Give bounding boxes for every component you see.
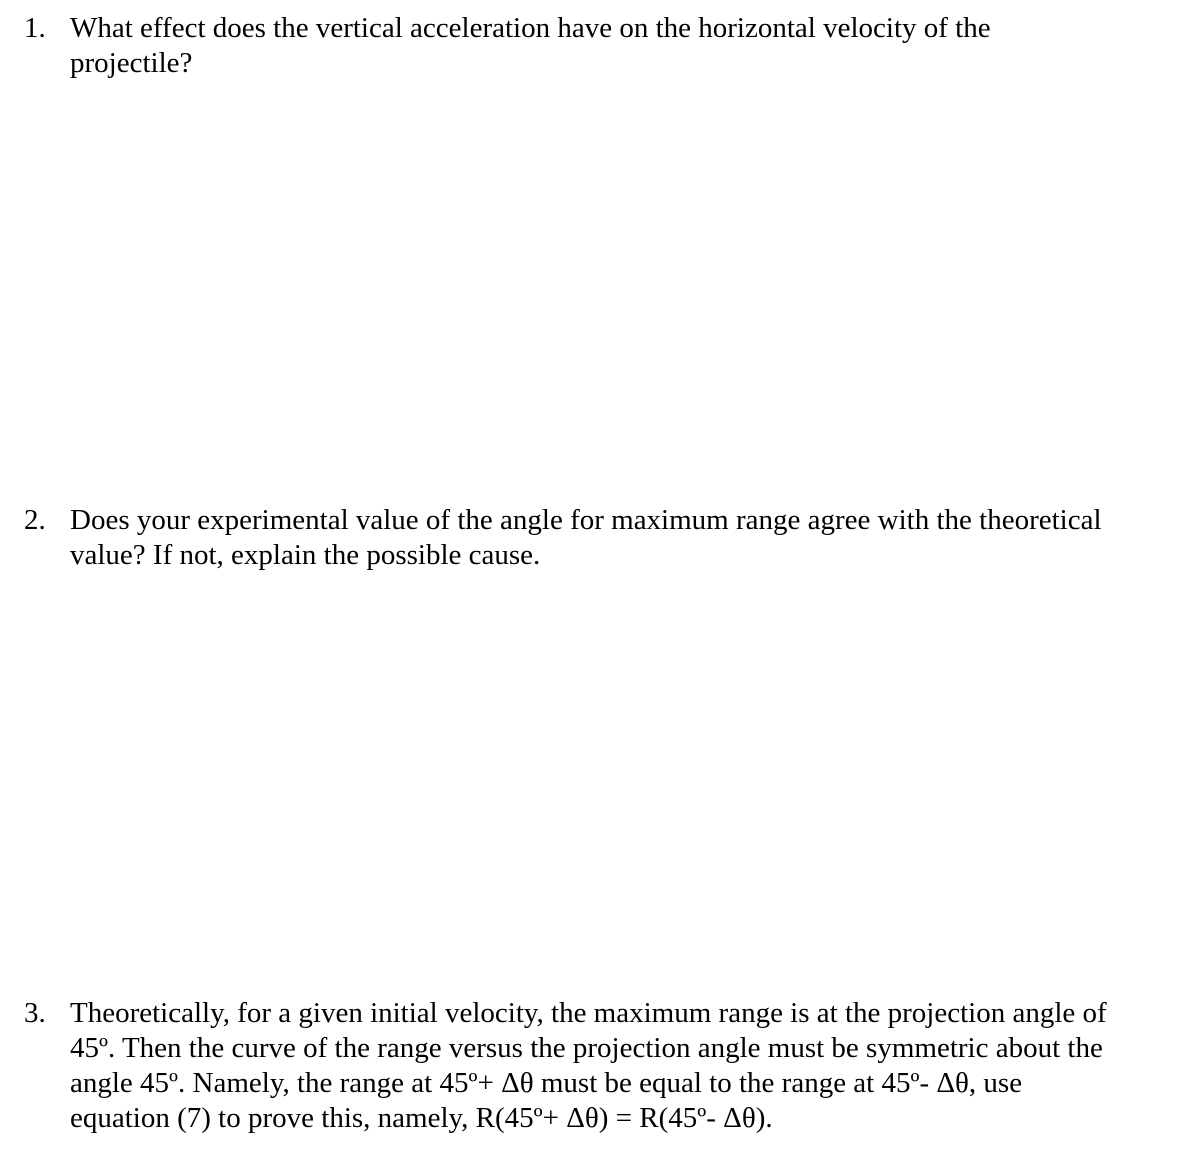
question-text-line: Does your experimental value of the angle for maximum range agree with the theoretical <box>70 504 1102 536</box>
question-2 <box>24 503 1174 573</box>
question-text-line: 45º. Then the curve of the range versus the projection angle must be symmetric about the <box>70 1032 1103 1064</box>
question-text-line: What effect does the vertical acceleration have on the horizontal velocity of the <box>70 12 991 44</box>
question-text <box>70 11 1174 81</box>
question-3 <box>24 996 1174 1136</box>
question-text-line: value? If not, explain the possible cause. <box>70 539 541 571</box>
question-text-line: Theoretically, for a given initial velocity, the maximum range is at the projection angle of <box>70 997 1107 1029</box>
question-text-line: angle 45º. Namely, the range at 45º+ Δθ must be equal to the range at 45º- Δθ, use <box>70 1067 1023 1099</box>
question-text <box>70 503 1174 573</box>
question-text-line: equation (7) to prove this, namely, R(45º+ Δθ) = R(45º- Δθ). <box>70 1102 773 1134</box>
question-number: 3. <box>24 997 46 1029</box>
question-text <box>70 996 1174 1136</box>
question-text-line: projectile? <box>70 47 193 79</box>
question-1 <box>24 11 1174 81</box>
question-number: 2. <box>24 504 46 536</box>
question-number: 1. <box>24 12 46 44</box>
